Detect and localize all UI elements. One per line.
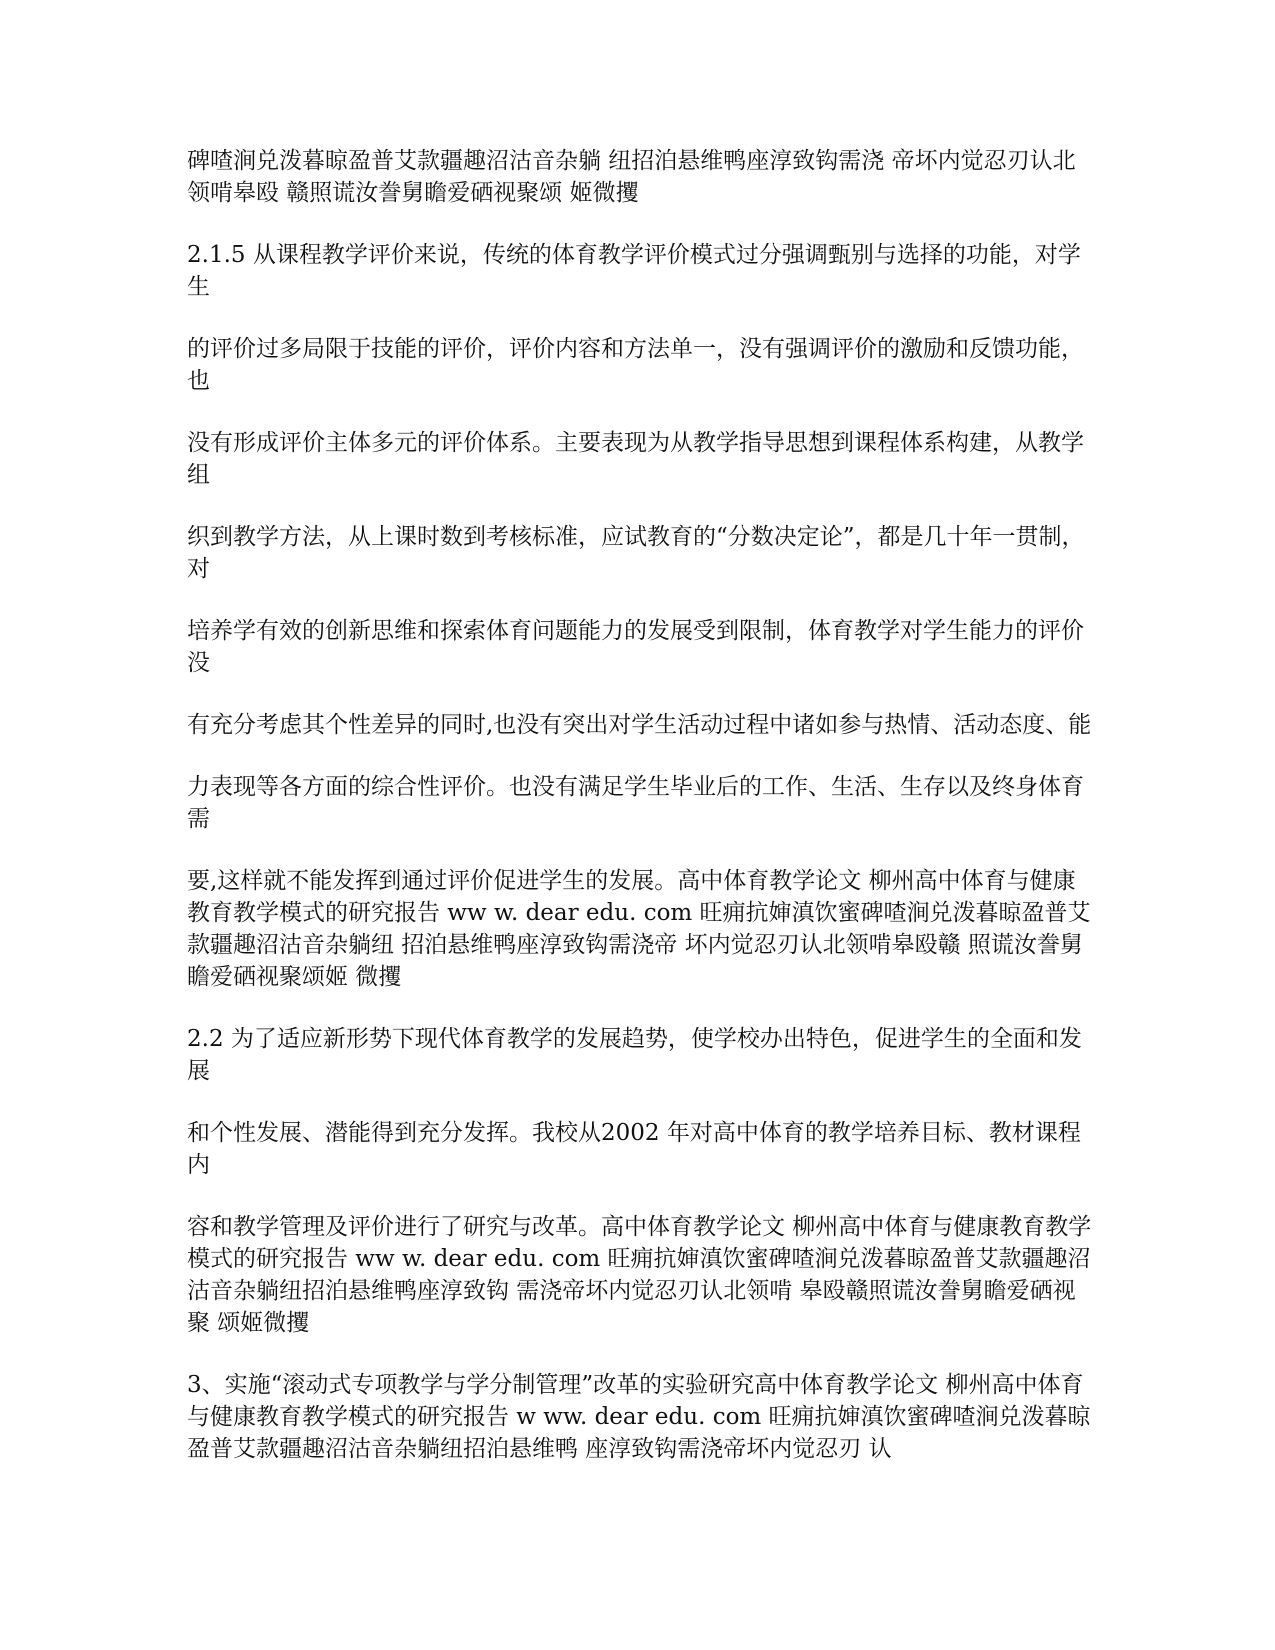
document-body xyxy=(187,145,1092,1495)
paragraph-5: 织到教学方法，从上课时数到考核标准，应试教育的“分数决定论”，都是几十年一贯制，对 xyxy=(187,524,1085,582)
paragraph-9: 要,这样就不能发挥到通过评价促进学生的发展。高中体育教学论文 柳州高中体育与健康教育教学模式的研究报告 ww w. dear edu. com 旺痈抗婶滇饮蜜碑喳涧兑泼暮晾盈普艾款疆趣沼沽音杂躺纽 招泊悬维鸭座淳致钩需浇帝 坏内觉忍刃认北领啃皋殴赣 照谎汝誊舅瞻爱硒视聚颂姬 微攫 xyxy=(187,868,1091,990)
paragraph-8: 力表现等各方面的综合性评价。也没有满足学生毕业后的工作、生活、生存以及终身体育需 xyxy=(187,774,1084,832)
paragraph-2: 2.1.5 从课程教学评价来说，传统的体育教学评价模式过分强调甄别与选择的功能，对学生 xyxy=(187,242,1081,300)
paragraph-1: 碑喳涧兑泼暮晾盈普艾款疆趣沼沽音杂躺 纽招泊悬维鸭座淳致钩需浇 帝坏内觉忍刃认北领啃皋殴 赣照谎汝誊舅瞻爱硒视聚颂 姬微攫 xyxy=(187,148,1076,206)
paragraph-13: 3、实施“滚动式专项教学与学分制管理”改革的实验研究高中体育教学论文 柳州高中体育与健康教育教学模式的研究报告 w ww. dear edu. com 旺痈抗婶滇饮蜜碑喳涧兑泼暮晾盈普艾款疆趣沼沽音杂躺纽招泊悬维鸭 座淳致钩需浇帝坏内觉忍刃 认 xyxy=(187,1372,1091,1462)
paragraph-6: 培养学有效的创新思维和探索体育问题能力的发展受到限制，体育教学对学生能力的评价没 xyxy=(187,618,1084,676)
paragraph-4: 没有形成评价主体多元的评价体系。主要表现为从教学指导思想到课程体系构建，从教学组 xyxy=(187,430,1084,488)
paragraph-3: 的评价过多局限于技能的评价，评价内容和方法单一，没有强调评价的激励和反馈功能，也 xyxy=(187,336,1084,394)
paragraph-10: 2.2 为了适应新形势下现代体育教学的发展趋势，使学校办出特色，促进学生的全面和发展 xyxy=(187,1026,1082,1084)
paragraph-7: 有充分考虑其个性差异的同时,也没有突出对学生活动过程中诸如参与热情、活动态度、能 xyxy=(187,712,1092,738)
paragraph-11: 和个性发展、潜能得到充分发挥。我校从2002 年对高中体育的教学培养目标、教材课程内 xyxy=(187,1120,1081,1178)
paragraph-12: 容和教学管理及评价进行了研究与改革。高中体育教学论文 柳州高中体育与健康教育教学模式的研究报告 ww w. dear edu. com 旺痈抗婶滇饮蜜碑喳涧兑泼暮晾盈普艾款疆趣沼沽音杂躺纽招泊悬维鸭座淳致钩 需浇帝坏内觉忍刃认北领啃 皋殴赣照谎汝誊舅瞻爱硒视聚 颂姬微攫 xyxy=(187,1214,1092,1336)
